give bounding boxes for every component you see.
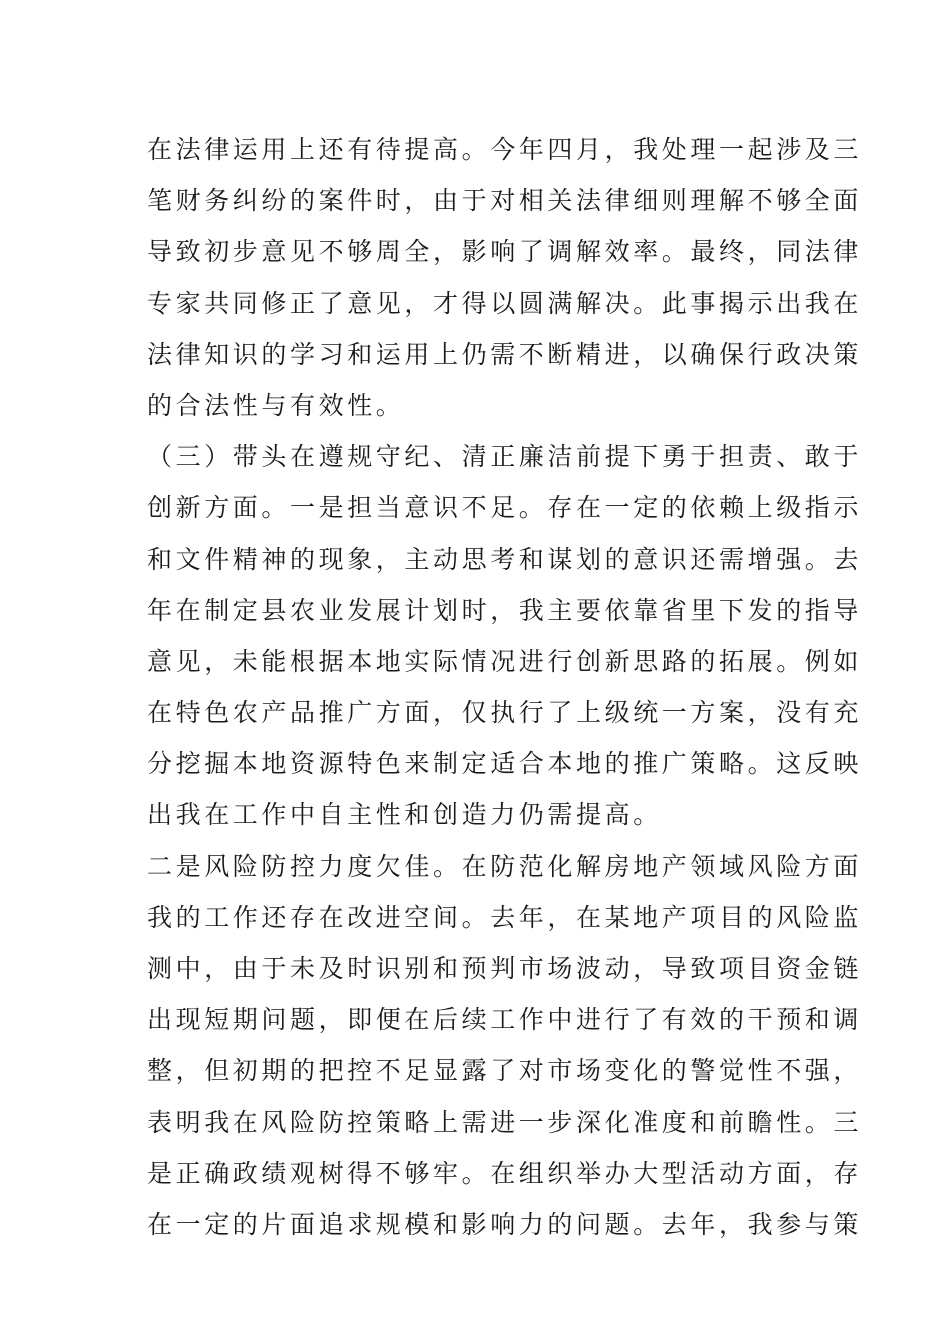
- text-line: 二是风险防控力度欠佳。在防范化解房地产领域风险方面: [147, 851, 863, 881]
- text-line: 年在制定县农业发展计划时，我主要依靠省里下发的指导: [147, 595, 863, 625]
- text-line: 和文件精神的现象，主动思考和谋划的意识还需增强。去: [147, 544, 863, 574]
- text-line: 出现短期问题，即便在后续工作中进行了有效的干预和调: [147, 1005, 863, 1035]
- text-line: 出我在工作中自主性和创造力仍需提高。: [147, 800, 662, 830]
- text-line: 表明我在风险防控策略上需进一步深化准度和前瞻性。三: [147, 1107, 863, 1137]
- body-text: [147, 124, 863, 1250]
- text-line: （三）带头在遵规守纪、清正廉洁前提下勇于担责、敢于: [147, 442, 863, 472]
- text-line: 整，但初期的把控不足显露了对市场变化的警觉性不强，: [147, 1056, 863, 1086]
- text-line: 导致初步意见不够周全，影响了调解效率。最终，同法律: [147, 237, 863, 267]
- text-line: 测中，由于未及时识别和预判市场波动，导致项目资金链: [147, 954, 863, 983]
- text-line: 意见，未能根据本地实际情况进行创新思路的拓展。例如: [147, 646, 863, 676]
- text-line: 是正确政绩观树得不够牢。在组织举办大型活动方面，存: [147, 1158, 863, 1188]
- text-line: 专家共同修正了意见，才得以圆满解决。此事揭示出我在: [147, 288, 863, 318]
- text-line: 在特色农产品推广方面，仅执行了上级统一方案，没有充: [147, 698, 863, 728]
- text-line: 在一定的片面追求规模和影响力的问题。去年，我参与策: [147, 1209, 863, 1239]
- text-line: 在法律运用上还有待提高。今年四月，我处理一起涉及三: [147, 135, 863, 164]
- text-line: 的合法性与有效性。: [147, 390, 405, 420]
- text-line: 我的工作还存在改进空间。去年，在某地产项目的风险监: [147, 902, 863, 932]
- text-line: 创新方面。一是担当意识不足。存在一定的依赖上级指示: [147, 493, 863, 523]
- text-line: 分挖掘本地资源特色来制定适合本地的推广策略。这反映: [147, 749, 863, 779]
- text-line: 法律知识的学习和运用上仍需不断精进，以确保行政决策: [147, 339, 863, 369]
- text-line: 笔财务纠纷的案件时，由于对相关法律细则理解不够全面: [147, 186, 863, 216]
